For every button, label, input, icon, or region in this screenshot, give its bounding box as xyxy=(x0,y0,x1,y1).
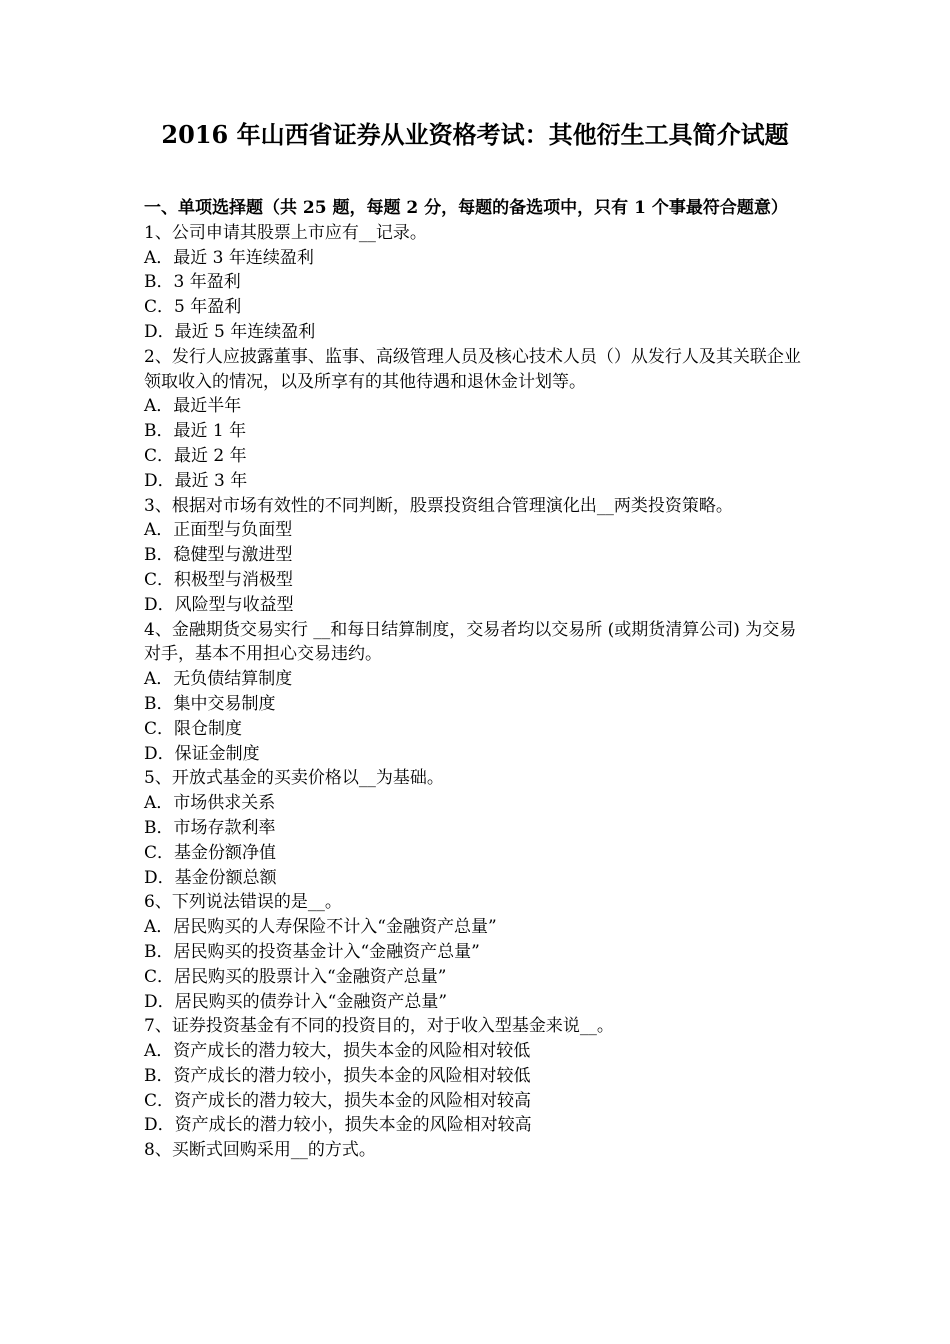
answer-option: C．基金份额净值 xyxy=(144,842,277,863)
answer-option: A．最近 3 年连续盈利 xyxy=(144,247,314,268)
answer-option: A．正面型与负面型 xyxy=(144,520,293,541)
answer-option: C．5 年盈利 xyxy=(144,297,242,318)
document-body xyxy=(144,196,810,1163)
question-stem: 5、开放式基金的买卖价格以__为基础。 xyxy=(144,768,444,789)
answer-option: A．无负债结算制度 xyxy=(144,669,293,690)
question-stem: 7、证券投资基金有不同的投资目的，对于收入型基金来说__。 xyxy=(144,1016,614,1037)
answer-option: A．居民购买的人寿保险不计入“金融资产总量” xyxy=(144,917,497,938)
question-stem: 3、根据对市场有效性的不同判断，股票投资组合管理演化出__两类投资策略。 xyxy=(144,495,733,516)
answer-option: A．市场供求关系 xyxy=(144,793,276,814)
answer-option: D．居民购买的债券计入“金融资产总量” xyxy=(144,991,448,1012)
question-stem: 2、发行人应披露董事、监事、高级管理人员及核心技术人员（）从发行人及其关联企业领取收入的情况，以及所享有的其他待遇和退休金计划等。 xyxy=(144,346,801,392)
section-heading: 一、单项选择题（共 25 题，每题 2 分，每题的备选项中，只有 1 个事最符合题意） xyxy=(144,198,788,218)
answer-option: C．资产成长的潜力较大，损失本金的风险相对较高 xyxy=(144,1090,532,1111)
document-title: 2016 年山西省证券从业资格考试：其他衍生工具简介试题 xyxy=(161,120,789,149)
answer-option: C．居民购买的股票计入“金融资产总量” xyxy=(144,966,447,987)
answer-option: B．居民购买的投资基金计入“金融资产总量” xyxy=(144,941,480,962)
answer-option: A．最近半年 xyxy=(144,396,242,417)
answer-option: C．限仓制度 xyxy=(144,718,243,739)
answer-option: B．集中交易制度 xyxy=(144,693,276,714)
answer-option: C．积极型与消极型 xyxy=(144,569,294,590)
answer-option: B．资产成长的潜力较小，损失本金的风险相对较低 xyxy=(144,1065,531,1086)
answer-option: D．最近 5 年连续盈利 xyxy=(144,321,316,342)
answer-option: B．稳健型与激进型 xyxy=(144,545,293,566)
answer-option: D．最近 3 年 xyxy=(144,470,248,491)
answer-option: C．最近 2 年 xyxy=(144,445,247,466)
answer-option: D．基金份额总额 xyxy=(144,867,277,888)
question-stem: 6、下列说法错误的是__。 xyxy=(144,892,342,913)
answer-option: D．保证金制度 xyxy=(144,743,260,764)
answer-option: A．资产成长的潜力较大，损失本金的风险相对较低 xyxy=(144,1041,531,1062)
question-stem: 8、买断式回购采用__的方式。 xyxy=(144,1140,376,1161)
answer-option: B．3 年盈利 xyxy=(144,272,241,293)
answer-option: B．市场存款利率 xyxy=(144,817,276,838)
answer-option: B．最近 1 年 xyxy=(144,421,247,442)
question-stem: 4、金融期货交易实行 __和每日结算制度，交易者均以交易所 (或期货清算公司) 为交易对手，基本不用担心交易违约。 xyxy=(144,619,797,665)
answer-option: D．资产成长的潜力较小，损失本金的风险相对较高 xyxy=(144,1115,532,1136)
answer-option: D．风险型与收益型 xyxy=(144,594,294,615)
question-stem: 1、公司申请其股票上市应有__记录。 xyxy=(144,222,427,243)
